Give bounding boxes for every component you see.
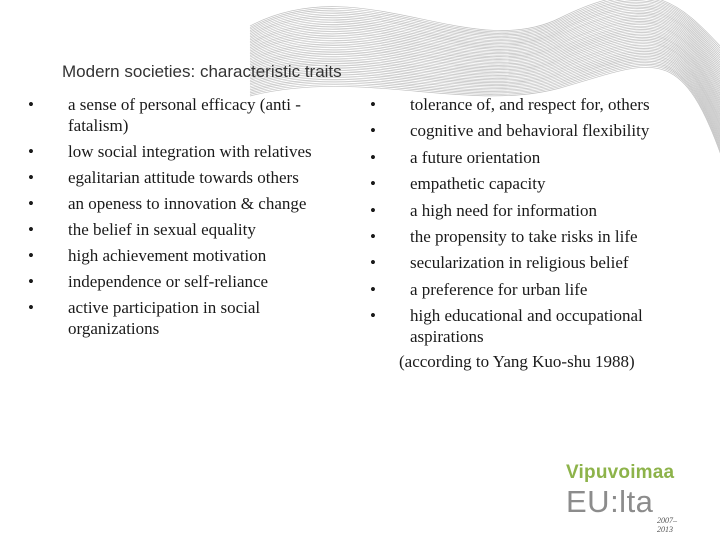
list-item: • empathetic capacity xyxy=(370,173,700,194)
logo-main-text: EU:lta xyxy=(566,484,654,519)
list-item: • low social integration with relatives xyxy=(28,141,328,162)
logo-top-text: Vipuvoimaa xyxy=(566,462,675,483)
list-item: • a high need for information xyxy=(370,200,700,221)
list-item: • tolerance of, and respect for, others xyxy=(370,94,700,115)
list-item: • egalitarian attitude towards others xyxy=(28,167,328,188)
list-item: • the propensity to take risks in life xyxy=(370,226,700,247)
list-item: • high educational and occupational aspirations xyxy=(370,305,700,347)
list-item: • independence or self-reliance xyxy=(28,271,328,292)
slide-title: Modern societies: characteristic traits xyxy=(62,62,342,81)
list-item: • high achievement motivation xyxy=(28,245,328,266)
right-trait-list xyxy=(370,94,700,353)
citation: (according to Yang Kuo-shu 1988) xyxy=(399,352,635,371)
list-item: • cognitive and behavioral flexibility xyxy=(370,120,700,141)
list-item: • an openess to innovation & change xyxy=(28,193,328,214)
left-trait-list xyxy=(28,94,328,344)
list-item: • active participation in social organizations xyxy=(28,297,328,339)
list-item: • secularization in religious belief xyxy=(370,252,700,273)
logo-years: 2007–2013 xyxy=(657,516,677,534)
eu-logo xyxy=(566,462,677,534)
list-item: • a sense of personal efficacy (anti -fatalism) xyxy=(28,94,328,136)
list-item: • the belief in sexual equality xyxy=(28,219,328,240)
list-item: • a future orientation xyxy=(370,147,700,168)
list-item: • a preference for urban life xyxy=(370,279,700,300)
